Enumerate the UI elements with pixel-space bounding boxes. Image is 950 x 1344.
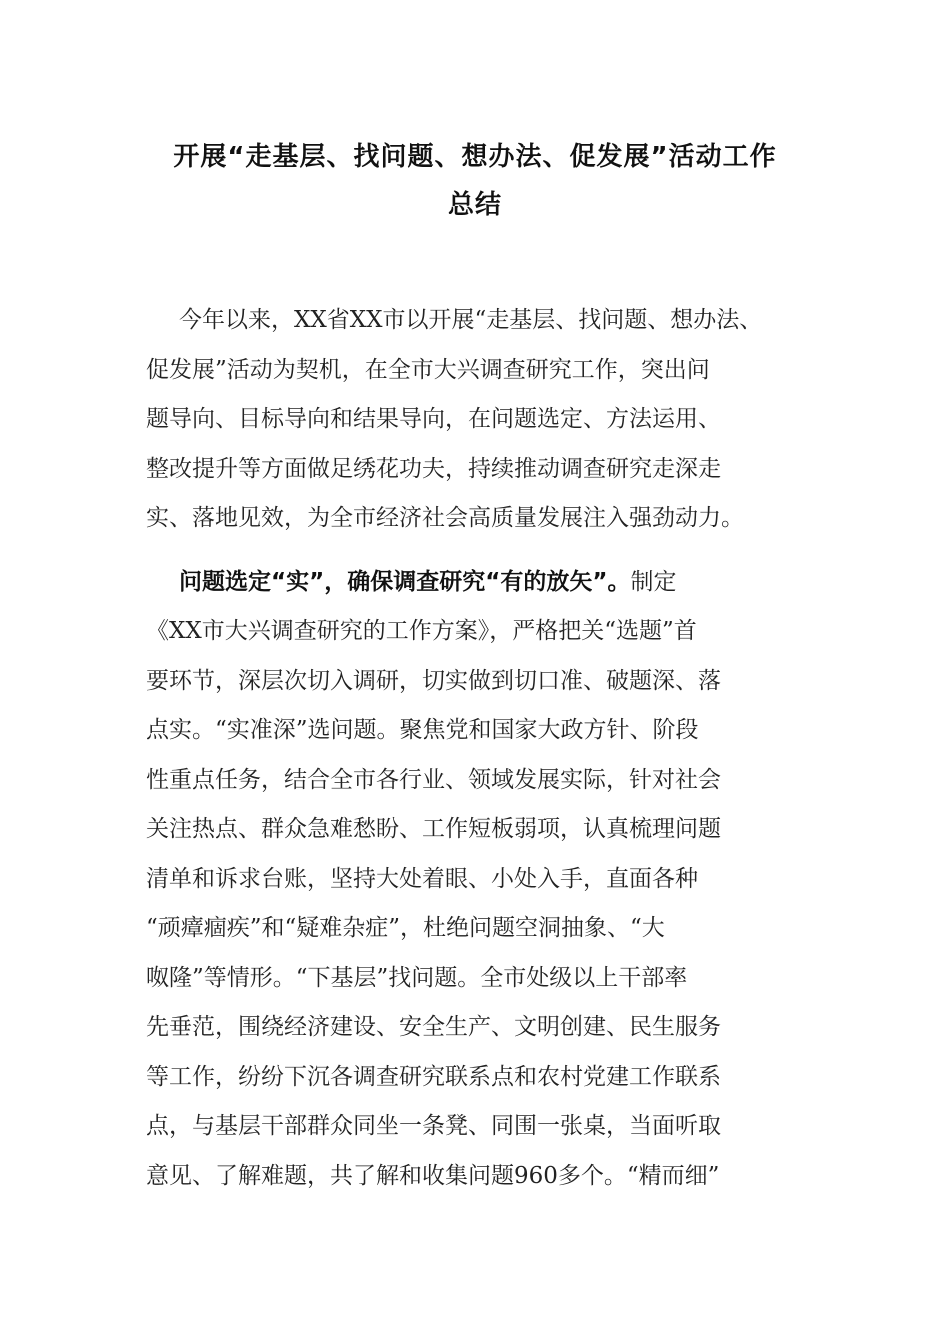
paragraph-line: 性重点任务，结合全市各行业、领域发展实际，针对社会 — [146, 766, 721, 793]
paragraph-line: 意见、了解难题，共了解和收集问题960多个。“精而细” — [146, 1162, 720, 1189]
section-heading-inline: 问题选定“实”，确保调查研究“有的放矢”。 — [179, 568, 631, 595]
paragraph-line: 促发展”活动为契机，在全市大兴调查研究工作，突出问 — [146, 356, 710, 383]
paragraph-line-rest: 制定 — [630, 568, 677, 595]
paragraph-line: 等工作，纷纷下沉各调查研究联系点和农村党建工作联系 — [146, 1063, 721, 1090]
paragraph-line: 今年以来，XX省XX市以开展“走基层、找问题、想办法、 — [179, 307, 763, 333]
paragraph-first-line — [146, 558, 836, 608]
paragraph-line: 整改提升等方面做足绣花功夫，持续推动调查研究走深走 — [146, 455, 721, 482]
paragraph-line: 题导向、目标导向和结果导向，在问题选定、方法运用、 — [146, 406, 721, 432]
paragraph-line: 呶隆”等情形。“下基层”找问题。全市处级以上干部率 — [146, 964, 688, 991]
paragraph-line: 《XX市大兴调查研究的工作方案》，严格把关“选题”首 — [146, 618, 697, 644]
document-title-line-1: 开展“走基层、找问题、想办法、促发展”活动工作 — [173, 142, 777, 172]
paragraph-intro — [146, 296, 836, 544]
paragraph-line: 要环节，深层次切入调研，切实做到切口准、破题深、落 — [146, 667, 721, 694]
paragraph-problem-selection — [146, 558, 836, 1202]
paragraph-line: 先垂范，围绕经济建设、安全生产、文明创建、民生服务 — [146, 1014, 721, 1040]
paragraph-line: 清单和诉求台账，坚持大处着眼、小处入手，直面各种 — [146, 865, 698, 892]
document-body — [146, 296, 836, 1201]
paragraph-line: 点实。“实准深”选问题。聚焦党和国家大政方针、阶段 — [146, 717, 699, 743]
paragraph-line: 点，与基层干部群众同坐一条凳、同围一张桌，当面听取 — [146, 1113, 721, 1139]
paragraph-line: 实、落地见效，为全市经济社会高质量发展注入强劲动力。 — [146, 505, 744, 531]
paragraph-line: “顽瘴痼疾”和“疑难杂症”，杜绝问题空洞抽象、“大 — [146, 915, 665, 941]
paragraph-line: 关注热点、群众急难愁盼、工作短板弱项，认真梳理问题 — [146, 816, 721, 842]
paragraph-spacer — [146, 544, 836, 558]
document-title-line-2: 总结 — [447, 190, 502, 220]
